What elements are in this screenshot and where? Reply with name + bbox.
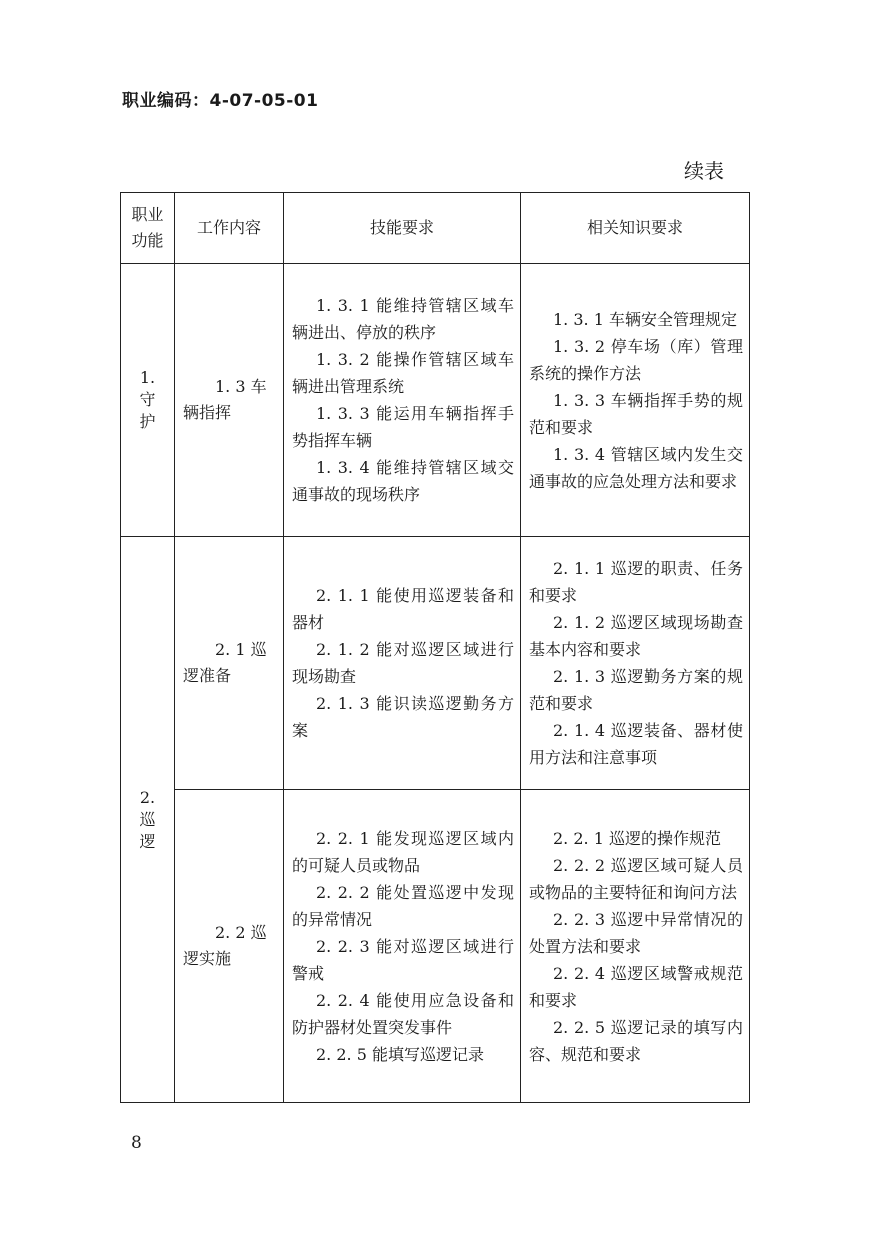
- list-item: 1. 3. 3 能运用车辆指挥手势指挥车辆: [292, 404, 514, 450]
- work-content-vehicle-command: 1. 3 车辆指挥: [175, 264, 284, 537]
- skill-list: [284, 790, 521, 1103]
- list-item: 2. 2. 1 巡逻的操作规范: [553, 828, 721, 848]
- skill-list: [284, 537, 521, 790]
- knowledge-list: [521, 264, 750, 537]
- list-item: 2. 1. 2 能对巡逻区域进行现场勘查: [292, 640, 514, 686]
- list-item: 1. 3. 1 能维持管辖区域车辆进出、停放的秩序: [292, 296, 514, 342]
- knowledge-list: [521, 790, 750, 1103]
- list-item: 2. 1. 3 能识读巡逻勤务方案: [292, 694, 514, 740]
- list-item: 2. 1. 4 巡逻装备、器材使用方法和注意事项: [529, 721, 743, 767]
- table-row: [121, 264, 750, 537]
- work-content-patrol-prep: 2. 1 巡逻准备: [175, 537, 284, 790]
- list-item: 2. 2. 5 能填写巡逻记录: [316, 1044, 484, 1064]
- header-work-content: 工作内容: [175, 193, 284, 264]
- list-item: 2. 1. 3 巡逻勤务方案的规范和要求: [529, 667, 743, 713]
- skill-list: [284, 264, 521, 537]
- list-item: 1. 3. 1 车辆安全管理规定: [553, 309, 737, 329]
- list-item: 2. 2. 1 能发现巡逻区域内的可疑人员或物品: [292, 828, 514, 875]
- list-item: 1. 3. 4 能维持管辖区域交通事故的现场秩序: [292, 458, 514, 504]
- occupation-code: [122, 86, 318, 111]
- continued-table-label: 续表: [684, 159, 724, 183]
- list-item: 2. 2. 3 巡逻中异常情况的处置方法和要求: [529, 909, 743, 956]
- occupation-code-value: 4-07-05-01: [209, 91, 319, 111]
- list-item: 2. 1. 2 巡逻区域现场勘查基本内容和要求: [529, 613, 743, 659]
- header-knowledge-requirements: 相关知识要求: [521, 193, 750, 264]
- header-skill-requirements: 技能要求: [284, 193, 521, 264]
- table-row: [121, 790, 750, 1103]
- function-guard: 1. 守 护: [121, 264, 175, 537]
- knowledge-list: [521, 537, 750, 790]
- list-item: 2. 2. 4 巡逻区域警戒规范和要求: [529, 963, 743, 1010]
- list-item: 2. 2. 4 能使用应急设备和防护器材处置突发事件: [292, 990, 514, 1037]
- skills-table: [120, 192, 750, 1103]
- table-row: [121, 537, 750, 790]
- list-item: 2. 2. 2 巡逻区域可疑人员或物品的主要特征和询问方法: [529, 855, 743, 902]
- list-item: 1. 3. 2 能操作管辖区域车辆进出管理系统: [292, 350, 514, 396]
- table-header-row: [121, 193, 750, 264]
- header-occupation-function: 职业 功能: [121, 193, 175, 264]
- page-number: 8: [131, 1133, 142, 1153]
- list-item: 1. 3. 3 车辆指挥手势的规范和要求: [529, 390, 743, 437]
- list-item: 2. 2. 2 能处置巡逻中发现的异常情况: [292, 882, 514, 929]
- work-content-patrol-exec: 2. 2 巡逻实施: [175, 790, 284, 1103]
- function-patrol: 2. 巡 逻: [121, 537, 175, 1103]
- list-item: 2. 1. 1 巡逻的职责、任务和要求: [529, 559, 743, 605]
- list-item: 1. 3. 2 停车场（库）管理系统的操作方法: [529, 336, 743, 383]
- list-item: 2. 2. 5 巡逻记录的填写内容、规范和要求: [529, 1017, 743, 1064]
- list-item: 2. 1. 1 能使用巡逻装备和器材: [292, 586, 514, 632]
- list-item: 1. 3. 4 管辖区域内发生交通事故的应急处理方法和要求: [529, 444, 743, 491]
- occupation-code-label: 职业编码：: [122, 91, 210, 111]
- list-item: 2. 2. 3 能对巡逻区域进行警戒: [292, 936, 514, 983]
